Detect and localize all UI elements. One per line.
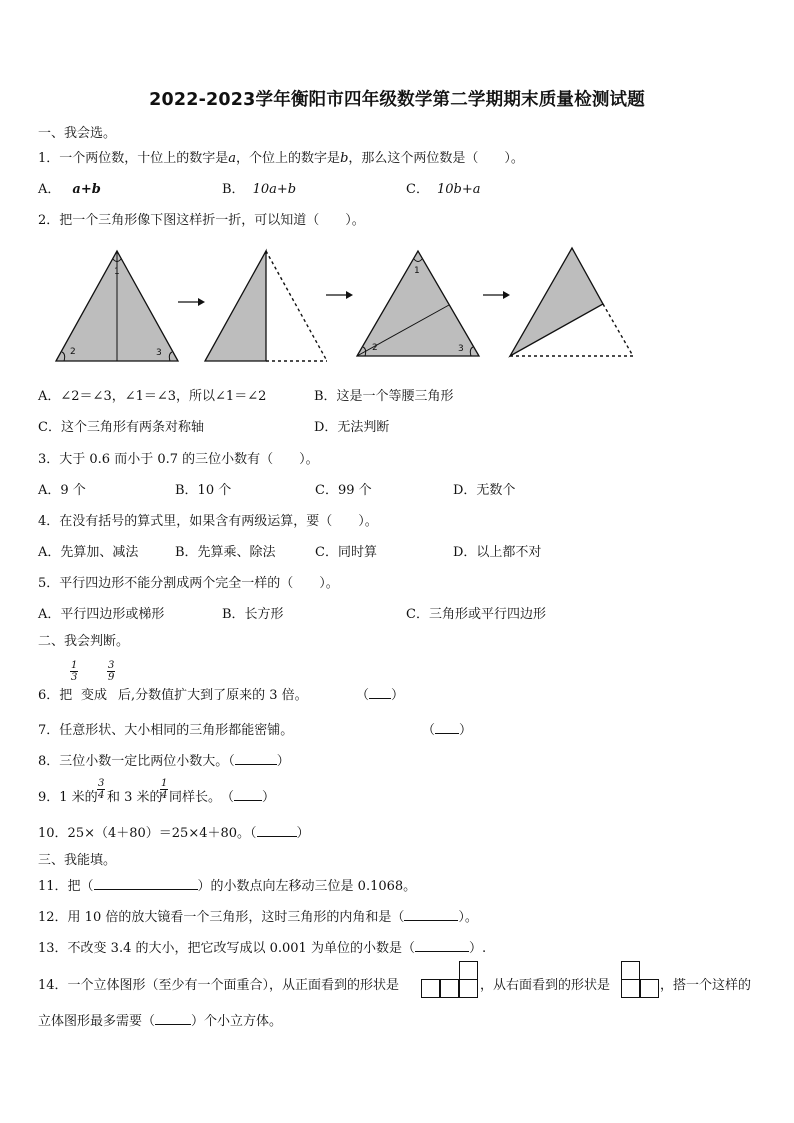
front-view-cell — [459, 979, 478, 998]
question-13 — [38, 937, 486, 956]
q6-fraction-2 — [107, 660, 115, 683]
triangle-4-dashed-side — [603, 304, 633, 356]
q4-option-b[interactable]: B．先算乘、除法 — [175, 545, 276, 560]
question-7: 7．任意形状、大小相同的三角形都能密铺。 — [38, 723, 294, 738]
q11-suffix: ）的小数点向左移动三位是 0.1068。 — [197, 879, 417, 894]
q4-option-a[interactable]: A．先算加、减法 — [38, 545, 139, 560]
q1-option-a[interactable] — [38, 178, 101, 197]
q8-paren-close: ） — [276, 754, 290, 769]
q6-fraction-2-num: 3 — [108, 660, 115, 671]
q1-stem-c: ，那么这个两位数是（ ）。 — [348, 151, 524, 166]
question-5: 5．平行四边形不能分割成两个完全一样的（ ）。 — [38, 576, 339, 591]
question-14-line-1: 14．一个立体图形（至少有一个面重合），从正面看到的形状是 — [38, 978, 400, 993]
triangle-3-angle-3: 3 — [458, 344, 464, 354]
q9-fraction-2-den: 4 — [161, 790, 168, 801]
q14-line2-suffix: ）个小立方体。 — [191, 1014, 283, 1029]
q9-fraction-1 — [97, 778, 105, 801]
question-14-part-2: ，从右面看到的形状是 — [480, 978, 611, 993]
q1-option-a-label: A． — [38, 182, 61, 197]
q8-blank[interactable] — [235, 753, 277, 765]
q9-fraction-2-num: 1 — [161, 778, 168, 789]
q7-paren-open: （ — [422, 723, 436, 738]
right-view-cell — [640, 979, 659, 998]
q6-suffix: 后,分数值扩大到了原来的 3 倍。 — [118, 688, 308, 703]
q5-option-a[interactable]: A．平行四边形或梯形 — [38, 607, 165, 622]
q12-prefix: 12．用 10 倍的放大镜看一个三角形，这时三角形的内角和是（ — [38, 910, 405, 925]
q9-suffix-text: 同样长。 （ — [169, 790, 235, 805]
q9-paren-close: ） — [262, 790, 276, 805]
q1-stem-a: 1．一个两位数，十位上的数字是 — [38, 151, 229, 166]
q9-blank[interactable] — [234, 789, 262, 801]
q10-paren-close: ） — [296, 826, 310, 841]
q3-option-c[interactable]: C．99 个 — [315, 483, 372, 498]
front-view-cell — [440, 979, 459, 998]
q14-line2-prefix: 立体图形最多需要（ — [38, 1014, 156, 1029]
q2-option-d[interactable]: D．无法判断 — [314, 420, 390, 435]
q9-mid: 和 3 米的 — [107, 790, 163, 805]
q6-paren-open: （ — [356, 688, 370, 703]
triangle-2-folded — [205, 251, 266, 361]
arrow-1-head — [198, 298, 205, 306]
q1-option-b[interactable] — [222, 178, 296, 197]
q4-option-d[interactable]: D．以上都不对 — [453, 545, 542, 560]
q1-var-b: b — [340, 151, 349, 166]
q2-option-a[interactable]: A．∠2＝∠3，∠1＝∠3，所以∠1＝∠2 — [38, 389, 267, 404]
question-4: 4．在没有括号的算式里，如果含有两级运算，要（ ）。 — [38, 514, 378, 529]
q5-option-c[interactable]: C．三角形或平行四边形 — [406, 607, 546, 622]
triangle-3-angle-1: 1 — [414, 266, 420, 276]
triangle-3-angle-2: 2 — [372, 343, 378, 353]
q9-fraction-2 — [160, 778, 168, 801]
front-view-cell — [459, 961, 478, 980]
q6-fraction-1-num: 1 — [71, 660, 78, 671]
q13-blank[interactable] — [415, 940, 469, 952]
q3-option-d[interactable]: D．无数个 — [453, 483, 516, 498]
q6-prefix: 6．把 — [38, 688, 73, 703]
q6-paren-close: ） — [391, 688, 405, 703]
question-12 — [38, 906, 478, 925]
q3-option-b[interactable]: B．10 个 — [175, 483, 232, 498]
q1-option-c-label: C． — [406, 182, 429, 197]
question-14-part-3: ，搭一个这样的 — [660, 978, 752, 993]
q12-blank[interactable] — [404, 909, 458, 921]
section-heading-choose: 一、我会选。 — [38, 126, 117, 141]
q2-option-b[interactable]: B．这是一个等腰三角形 — [314, 389, 454, 404]
page-title: 2022-2023学年衡阳市四年级数学第二学期期末质量检测试题 — [149, 90, 645, 110]
q9-prefix: 9．1 米的 — [38, 790, 98, 805]
arrow-3-head — [503, 291, 510, 299]
q4-option-c[interactable]: C．同时算 — [315, 545, 377, 560]
question-3: 3．大于 0.6 而小于 0.7 的三位小数有（ ）。 — [38, 452, 319, 467]
section-heading-fill: 三、我能填。 — [38, 853, 117, 868]
question-11 — [38, 875, 416, 894]
triangle-2-dashed-side — [266, 251, 327, 361]
q10-stem: 10．25×（4＋80）＝25×4＋80。（ — [38, 826, 257, 841]
q1-option-a-text: a+b — [72, 182, 101, 197]
question-2: 2．把一个三角形像下图这样折一折，可以知道（ ）。 — [38, 213, 365, 228]
q5-option-b[interactable]: B．长方形 — [222, 607, 284, 622]
right-view-cell — [621, 961, 640, 980]
q12-suffix: ）。 — [458, 910, 478, 925]
q1-var-a: a — [228, 151, 237, 166]
question-8 — [38, 750, 290, 769]
triangle-1-angle-1: 1 — [114, 267, 120, 277]
q11-prefix: 11．把（ — [38, 879, 94, 894]
q1-option-c-text: 10b+a — [436, 182, 481, 197]
q6-fraction-1-den: 3 — [71, 672, 78, 683]
q13-suffix: ）. — [468, 941, 487, 956]
q1-option-b-label: B． — [222, 182, 245, 197]
right-view-cell — [621, 979, 640, 998]
q7-answer[interactable] — [422, 719, 472, 738]
q2-option-c[interactable]: C．这个三角形有两条对称轴 — [38, 420, 204, 435]
q1-option-c[interactable] — [406, 178, 480, 197]
q6-answer[interactable] — [356, 684, 404, 703]
q6-mid: 变成 — [81, 688, 108, 703]
q11-blank[interactable] — [94, 878, 198, 890]
q13-prefix: 13．不改变 3.4 的大小，把它改写成以 0.001 为单位的小数是（ — [38, 941, 415, 956]
q8-stem: 8．三位小数一定比两位小数大。（ — [38, 754, 235, 769]
q1-option-b-text: 10a+b — [252, 182, 297, 197]
front-view-cell — [421, 979, 440, 998]
triangle-1-angle-2: 2 — [70, 347, 76, 357]
q7-paren-close: ） — [459, 723, 473, 738]
q9-fraction-1-den: 4 — [98, 790, 105, 801]
triangle-4-folded — [510, 248, 603, 356]
folding-triangle-figure — [0, 240, 794, 370]
q14-blank[interactable] — [155, 1013, 191, 1025]
q9-suffix — [169, 786, 275, 805]
question-1 — [38, 147, 524, 166]
section-heading-judge: 二、我会判断。 — [38, 634, 130, 649]
q3-option-a[interactable]: A．9 个 — [38, 483, 86, 498]
question-10 — [38, 822, 310, 841]
q10-blank[interactable] — [257, 825, 297, 837]
question-14-line-2 — [38, 1010, 282, 1029]
triangle-1-angle-3: 3 — [156, 348, 162, 358]
q6-fraction-1 — [70, 660, 78, 683]
q7-blank[interactable] — [435, 722, 459, 734]
q6-blank[interactable] — [369, 687, 391, 699]
q9-fraction-1-num: 3 — [98, 778, 105, 789]
q1-stem-b: ，个位上的数字是 — [236, 151, 341, 166]
q6-fraction-2-den: 9 — [108, 672, 115, 683]
arrow-2-head — [346, 291, 353, 299]
